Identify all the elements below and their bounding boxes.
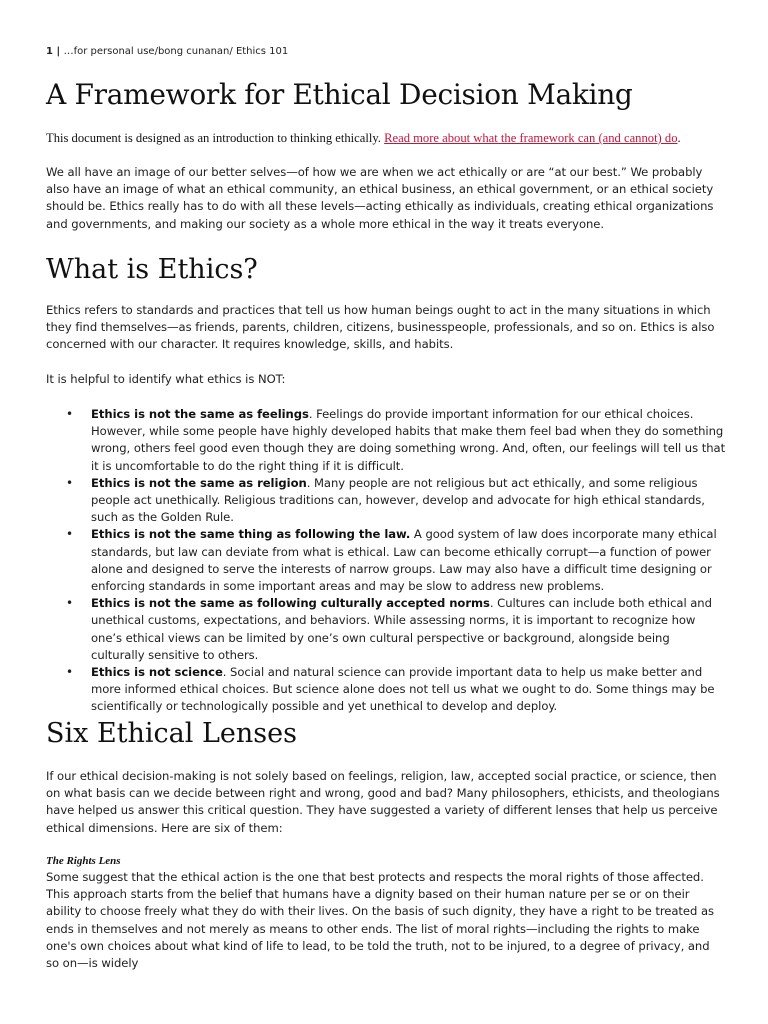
list-item-bold: Ethics is not the same as feelings [91,407,309,421]
intro-text: This document is designed as an introduction to thinking ethically. [46,131,385,145]
list-item [46,664,726,716]
list-item-text: . Feelings do provide important information for our ethical choices. However, while some people have highly developed habits that make them feel bad when they do something wrong, others feel good even though they are doing something wrong. And, often, our feelings will tell us that it is uncomfortable to do the right thing if it is difficult. [91,407,726,473]
list-item [46,526,726,595]
paragraph-ethics-is-not: It is helpful to identify what ethics is NOT: [46,372,286,386]
paragraph-better-selves: We all have an image of our better selves—of how we are when we act ethically or are “at our best.” We probably also have an image of what an ethical community, an ethical business, an ethical government, or an ethical society should be. Ethics really has to do with all these levels—acting ethically as individuals, creating ethical organizations and governments, and making our society as a whole more ethical in the way it treats everyone. [46,165,714,231]
heading-what-is-ethics: What is Ethics? [46,254,258,285]
list-item-bold: Ethics is not the same thing as following the law. [91,527,411,542]
paragraph-lenses-intro: If our ethical decision-making is not solely based on feelings, religion, law, accepted social practice, or science, then on what basis can we decide between right and wrong, good and bad? Many philosophers, ethicists, and theologians have helped us answer this critical question. They have suggested a variety of different lenses that help us perceive ethical dimensions. Here are six of them: [46,769,720,835]
bullet-icon: • [66,527,74,542]
intro-line [46,131,681,146]
list-item [46,475,726,527]
header-separator: | [52,46,64,57]
bullet-icon: • [66,596,74,611]
bullet-icon: • [66,407,74,421]
bullet-icon: • [66,475,74,490]
header-running-text: …for personal use/bong cunanan/ Ethics 101 [63,46,289,57]
list-item-text: . Social and natural science can provide important data to help us make better and more informed ethical choices. But science alone does not tell us what we ought to do. Some things may be scientifically or technologically possible and yet unethical to develop and deploy. [91,665,715,714]
page-number: 1 [46,46,53,57]
paragraph-rights-lens: Some suggest that the ethical action is the one that best protects and respects the moral rights of those affected. This approach starts from the belief that humans have a dignity based on their human nature per se or on their ability to choose freely what they do with their lives. On the basis of such dignity, they have a right to be treated as ends in themselves and not merely as means to other ends. The list of moral rights—including the rights to make one's own choices about what kind of life to lead, to be told the truth, not to be injured, to a degree of privacy, and so on—is widely [46,870,714,971]
bullet-icon: • [66,665,74,680]
list-item-bold: Ethics is not the same as following culturally accepted norms [91,596,490,611]
document-title: A Framework for Ethical Decision Making [46,78,633,111]
rights-lens-title: The Rights Lens [46,855,121,867]
intro-after-link: . [677,131,681,145]
running-header [46,46,288,57]
list-item-bold: Ethics is not the same as religion [91,475,307,490]
paragraph-ethics-definition: Ethics refers to standards and practices that tell us how human beings ought to act in the many situations in which they find themselves—as friends, parents, children, citizens, businesspeople, professionals, and so on. Ethics is also concerned with our character. It requires knowledge, skills, and habits. [46,303,715,352]
list-item [46,406,726,475]
list-item-text: . Cultures can include both ethical and unethical customs, expectations, and behaviors. While assessing norms, it is important to recognize how one’s ethical views can be limited by one’s own cultural perspective or background, alongside being culturally sensitive to others. [91,596,712,662]
read-more-link[interactable]: Read more about what the framework can (and cannot) do [384,131,678,145]
list-item-text: A good system of law does incorporate many ethical standards, but law can deviate from what is ethical. Law can become ethically corrupt—a function of power alone and designed to serve the interests of narrow groups. Law may also have a difficult time designing or enforcing standards in some important areas and may be slow to address new problems. [91,527,717,594]
list-item-bold: Ethics is not science [91,665,223,680]
list-item-text: . Many people are not religious but act ethically, and some religious people act unethically. Religious traditions can, however, develop and advocate for high ethical standards, such as the Golden Rule. [91,475,705,525]
list-item [46,595,726,664]
ethics-is-not-list [46,406,726,716]
heading-six-ethical-lenses: Six Ethical Lenses [46,718,297,749]
